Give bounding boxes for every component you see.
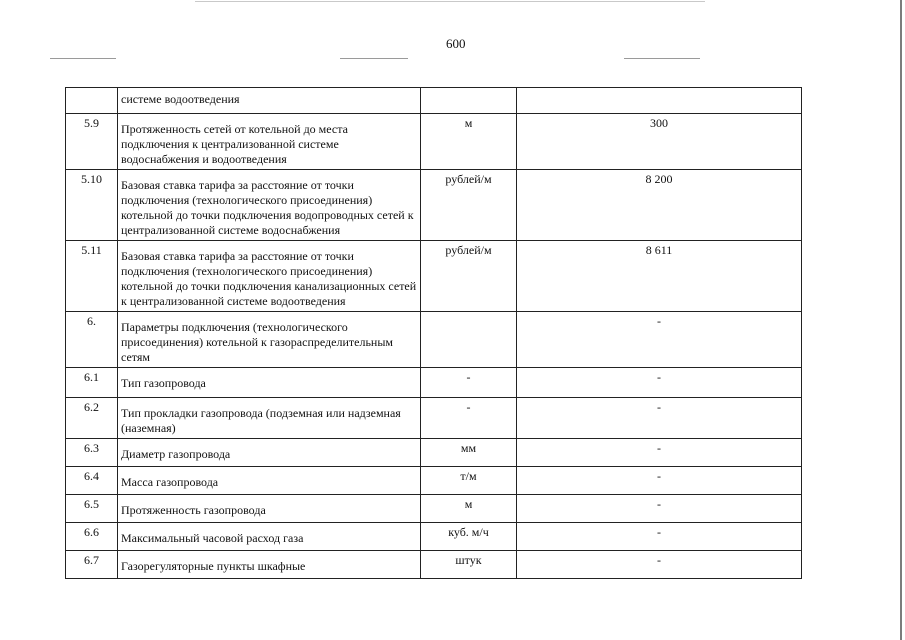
row-name: Диаметр газопровода [118,439,421,467]
scan-edge [900,0,902,640]
table-row [66,495,802,523]
table-row [66,467,802,495]
row-value [517,88,802,114]
row-number: 6.1 [66,368,118,398]
row-unit: м [421,114,517,170]
row-unit: т/м [421,467,517,495]
row-unit: - [421,368,517,398]
row-number: 6. [66,312,118,368]
row-name: Протяженность газопровода [118,495,421,523]
table-row [66,114,802,170]
table-row [66,398,802,439]
row-value: - [517,368,802,398]
row-value: - [517,523,802,551]
scan-mark [195,1,705,2]
row-number: 5.11 [66,241,118,312]
row-name: системе водоотведения [118,88,421,114]
table-row [66,312,802,368]
page-number: 600 [446,36,466,51]
row-name: Тип газопровода [118,368,421,398]
scan-mark [340,58,408,59]
row-number: 6.5 [66,495,118,523]
row-number: 6.4 [66,467,118,495]
row-number: 6.6 [66,523,118,551]
row-unit: мм [421,439,517,467]
row-value: - [517,398,802,439]
row-value: - [517,495,802,523]
scan-mark [624,58,700,59]
table-row [66,368,802,398]
row-unit [421,312,517,368]
row-number [66,88,118,114]
row-number: 6.7 [66,551,118,579]
scan-mark [50,58,116,59]
row-unit: рублей/м [421,170,517,241]
row-name: Базовая ставка тарифа за расстояние от точки подключения (технологического присоединения) котельной до точки подключения водопроводных сетей к централизованной системе водоснабжения [118,170,421,241]
table-row [66,439,802,467]
row-value: - [517,551,802,579]
row-number: 6.2 [66,398,118,439]
row-value: 300 [517,114,802,170]
row-unit [421,88,517,114]
row-name: Базовая ставка тарифа за расстояние от точки подключения (технологического присоединения) котельной до точки подключения канализационных сетей к централизованной системе водоотведения [118,241,421,312]
row-value: - [517,312,802,368]
row-name: Протяженность сетей от котельной до места подключения к централизованной системе водоснабжения и водоотведения [118,114,421,170]
row-value: 8 200 [517,170,802,241]
row-number: 5.9 [66,114,118,170]
row-number: 6.3 [66,439,118,467]
row-number: 5.10 [66,170,118,241]
table-row [66,170,802,241]
row-name: Масса газопровода [118,467,421,495]
row-unit: - [421,398,517,439]
row-name: Максимальный часовой расход газа [118,523,421,551]
row-unit: рублей/м [421,241,517,312]
row-value: - [517,439,802,467]
table-row [66,523,802,551]
row-value: 8 611 [517,241,802,312]
row-value: - [517,467,802,495]
row-name: Параметры подключения (технологического присоединения) котельной к газораспределительным сетям [118,312,421,368]
row-name: Тип прокладки газопровода (подземная или надземная (наземная) [118,398,421,439]
row-unit: штук [421,551,517,579]
table-row [66,88,802,114]
table-row [66,241,802,312]
row-name: Газорегуляторные пункты шкафные [118,551,421,579]
row-unit: куб. м/ч [421,523,517,551]
parameters-table [65,87,802,579]
table-row [66,551,802,579]
row-unit: м [421,495,517,523]
